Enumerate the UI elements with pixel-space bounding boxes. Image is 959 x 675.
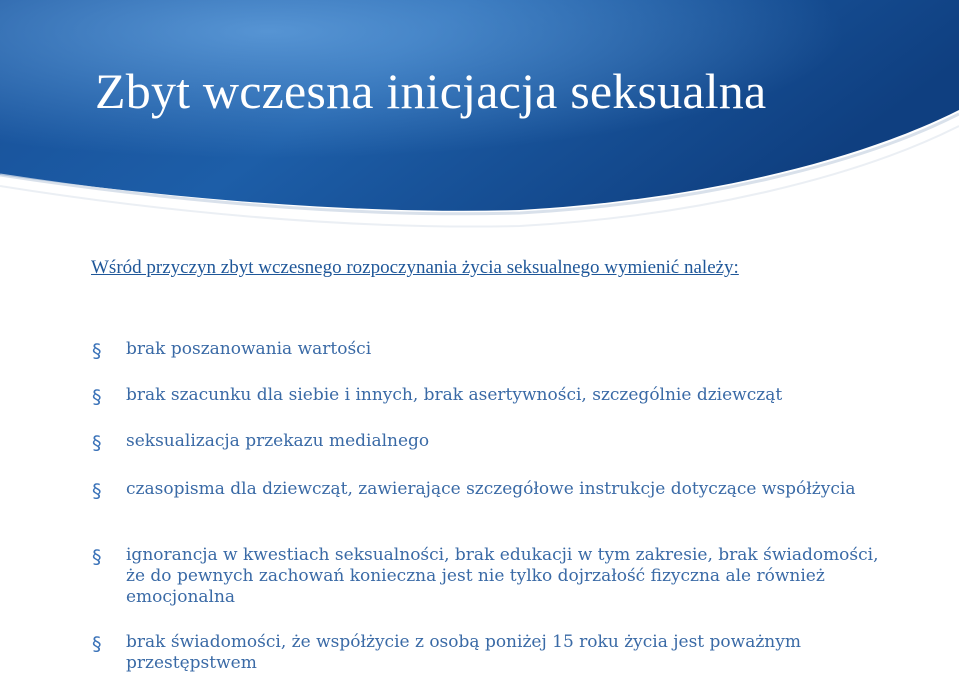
s-swirl-bullet-icon: § [92, 432, 102, 454]
list-item [92, 431, 886, 454]
slide-title: Zbyt wczesna inicjacja seksualna [95, 63, 767, 119]
list-item-text: brak szacunku dla siebie i innych, brak asertywności, szczególnie dziewcząt [126, 385, 783, 405]
list-item [92, 385, 886, 408]
list-item-text: brak świadomości, że współżycie z osobą poniżej 15 roku życia jest poważnym przestępstwem [126, 632, 801, 673]
list-item-text: brak poszanowania wartości [126, 339, 372, 359]
s-swirl-bullet-icon: § [92, 546, 102, 568]
s-swirl-bullet-icon: § [92, 480, 102, 502]
list-item-text: czasopisma dla dziewcząt, zawierające szczegółowe instrukcje dotyczące współżycia [126, 479, 856, 499]
list-item-text: seksualizacja przekazu medialnego [126, 431, 430, 451]
s-swirl-bullet-icon: § [92, 386, 102, 408]
title-banner [0, 0, 959, 240]
s-swirl-bullet-icon: § [92, 340, 102, 362]
list-item [92, 632, 886, 674]
list-item [92, 545, 886, 608]
list-item [92, 479, 886, 502]
intro-text: Wśród przyczyn zbyt wczesnego rozpoczynania życia seksualnego wymienić należy: [91, 257, 739, 278]
list-item [92, 339, 886, 362]
s-swirl-bullet-icon: § [92, 633, 102, 655]
list-item-text: ignorancja w kwestiach seksualności, brak edukacji w tym zakresie, brak świadomości, że do pewnych zachowań konieczna jest nie tylko dojrzałość fizyczna ale również emocjonalna [126, 545, 879, 607]
